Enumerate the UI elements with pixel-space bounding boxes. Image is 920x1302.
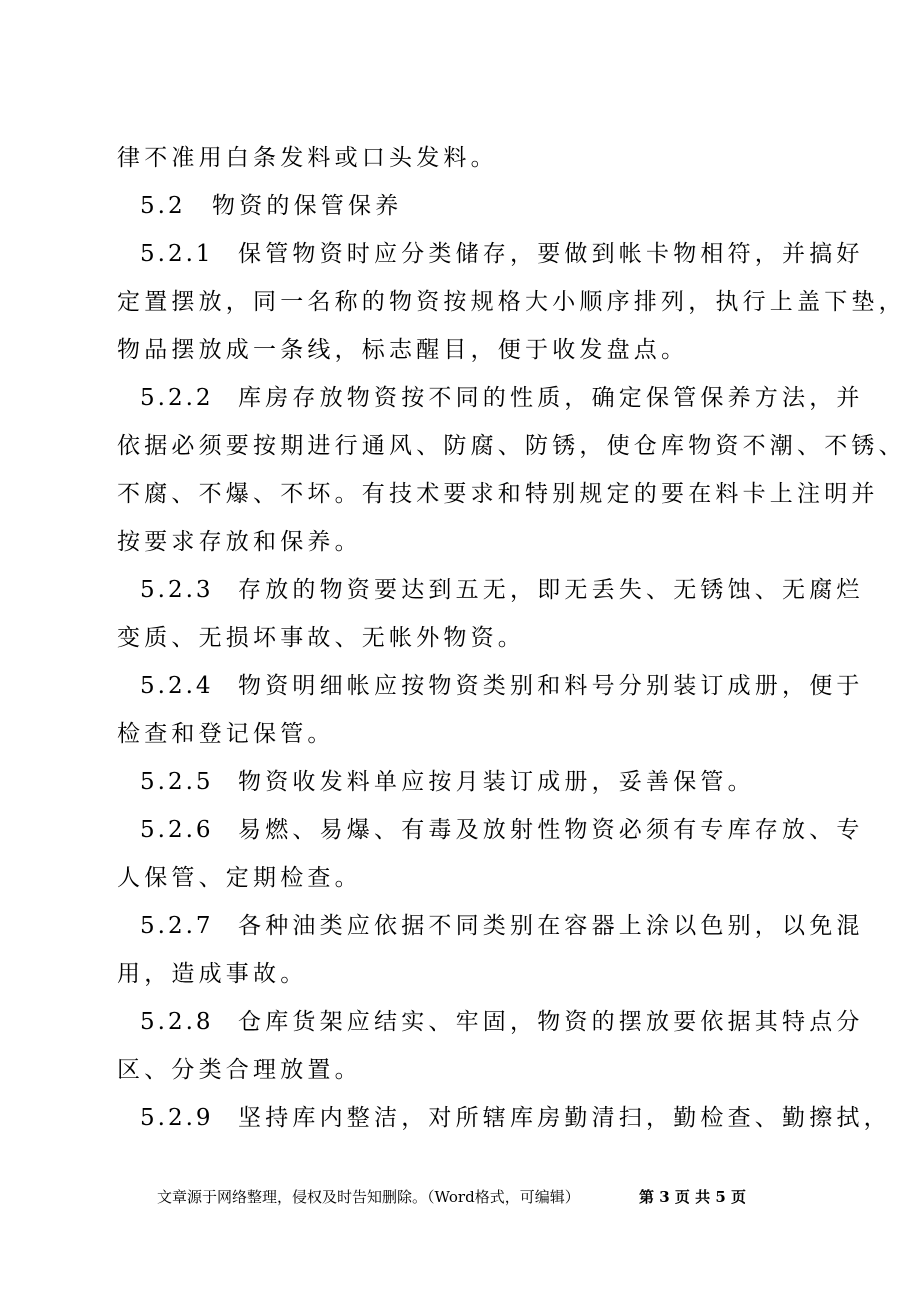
section-number: 5.2: [140, 193, 186, 219]
clause-5-2-6-line: [140, 815, 864, 845]
clause-number: 5.2.4: [140, 673, 214, 699]
clause-text: 保管物资时应分类储存，要做到帐卡物相符，并搞好: [238, 241, 864, 267]
footer-note: 文章源于网络整理，侵权及时告知删除。（Word格式，可编辑）: [157, 1188, 580, 1206]
clause-5-2-1-line: [140, 239, 864, 269]
clause-text: 各种油类应依据不同类别在容器上涂以色别，以免混: [238, 913, 864, 939]
clause-text: 物资收发料单应按月装订成册，妥善保管。: [238, 769, 755, 795]
clause-number: 5.2.8: [140, 1009, 214, 1035]
clause-number: 5.2.1: [140, 241, 214, 267]
page-number: 第 3 页 共 5 页: [639, 1188, 746, 1206]
clause-text: 仓库货架应结实、牢固，物资的摆放要依据其特点分: [238, 1009, 864, 1035]
clause-5-2-9-line: [140, 1103, 891, 1133]
clause-5-2-7-line: [140, 911, 864, 941]
clause-number: 5.2.2: [140, 385, 214, 411]
clause-text: 坚持库内整洁，对所辖库房勤清扫，勤检查、勤擦拭，: [238, 1105, 891, 1131]
clause-5-2-5-line: [140, 767, 855, 797]
paragraph-line: 律不准用白条发料或口头发料。: [117, 145, 498, 171]
paragraph-line: 检查和登记保管。: [117, 721, 335, 747]
clause-number: 5.2.6: [140, 817, 214, 843]
clause-5-2-4-line: [140, 671, 864, 701]
paragraph-line: 变质、无损坏事故、无帐外物资。: [117, 625, 525, 651]
paragraph-line: 物品摆放成一条线，标志醒目，便于收发盘点。: [117, 337, 689, 363]
clause-5-2-2-line: [140, 383, 864, 413]
paragraph-line: 用，造成事故。: [117, 961, 308, 987]
clause-number: 5.2.3: [140, 577, 214, 603]
clause-number: 5.2.9: [140, 1105, 214, 1131]
clause-text: 易燃、易爆、有毒及放射性物资必须有专库存放、专: [238, 817, 864, 843]
clause-text: 库房存放物资按不同的性质，确定保管保养方法，并: [238, 385, 864, 411]
clause-number: 5.2.7: [140, 913, 214, 939]
paragraph-line: 依据必须要按期进行通风、防腐、防锈，使仓库物资不潮、不锈、: [117, 433, 906, 459]
clause-number: 5.2.5: [140, 769, 214, 795]
clause-text: 存放的物资要达到五无，即无丢失、无锈蚀、无腐烂: [238, 577, 864, 603]
paragraph-line: 不腐、不爆、不坏。有技术要求和特别规定的要在料卡上注明并: [117, 481, 879, 507]
paragraph-line: 按要求存放和保养。: [117, 529, 362, 555]
clause-5-2-8-line: [140, 1007, 864, 1037]
clause-text: 物资明细帐应按物资类别和料号分别装订成册，便于: [238, 673, 864, 699]
clause-5-2-3-line: [140, 575, 864, 605]
section-heading-5-2: [140, 191, 855, 221]
paragraph-line: 区、分类合理放置。: [117, 1057, 362, 1083]
page-footer: [157, 1185, 777, 1209]
paragraph-line: 人保管、定期检查。: [117, 865, 362, 891]
paragraph-line: 定置摆放，同一名称的物资按规格大小顺序排列，执行上盖下垫，: [117, 289, 906, 315]
section-title: 物资的保管保养: [212, 193, 403, 219]
